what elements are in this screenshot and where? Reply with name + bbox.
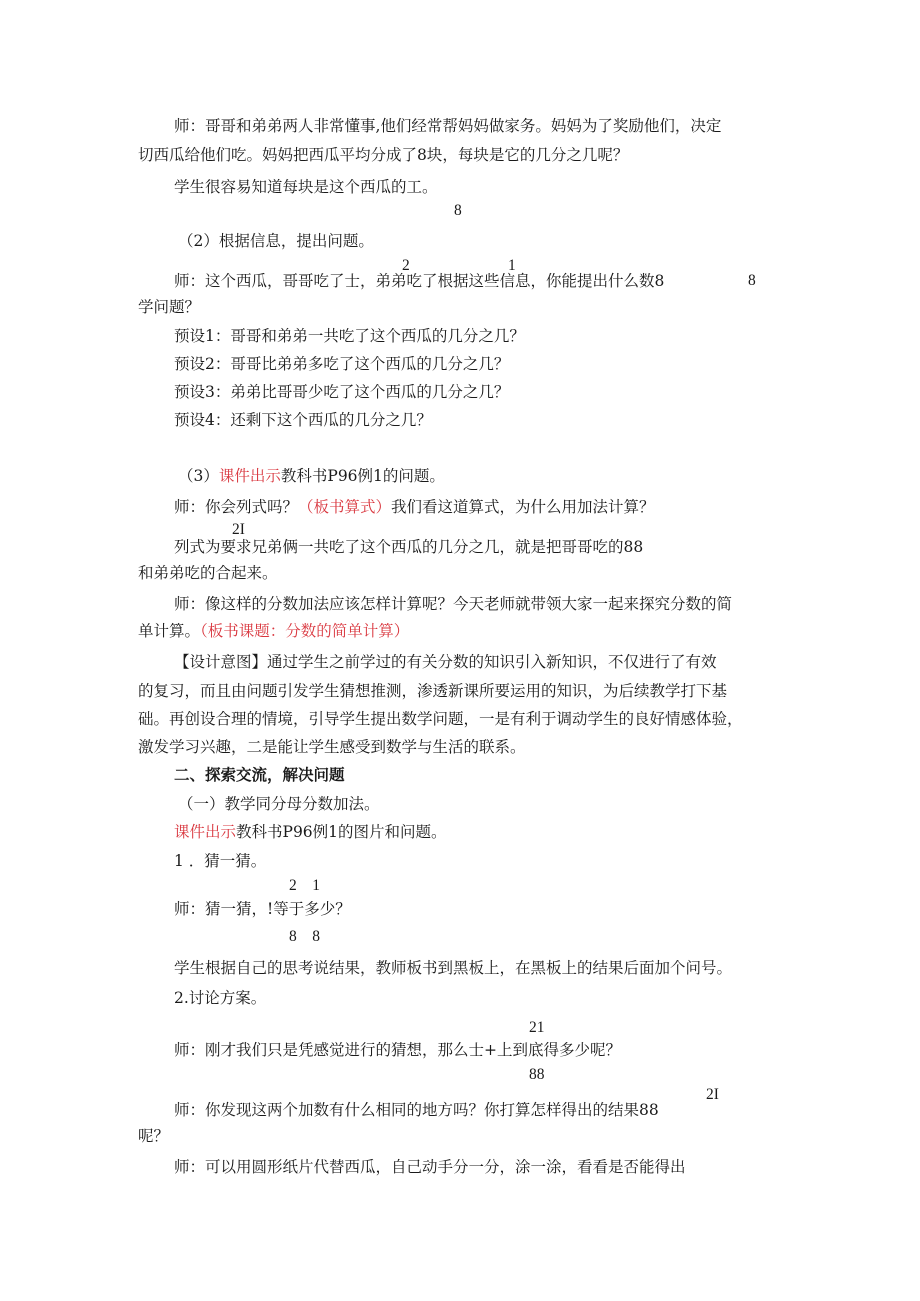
fraction-denominators-3: 88 — [529, 1066, 545, 1083]
line-29: 师：猜一猜，!等于多少？ — [174, 900, 351, 918]
line-01: 师：哥哥和弟弟两人非常懂事,他们经常帮妈妈做家务。妈妈为了奖励他们，决定 — [174, 117, 722, 135]
line-38: 师：可以用圆形纸片代替西瓜，自己动手分一分，涂一涂，看看是否能得出 — [174, 1158, 686, 1176]
fraction-numerators-4: 2I — [706, 1086, 719, 1103]
fraction-numerator-a: 2 — [402, 257, 410, 274]
line-37: 呢？ — [138, 1127, 170, 1145]
line-03: 学生很容易知道每块是这个西瓜的工。 — [174, 178, 438, 196]
line-13 — [178, 466, 445, 486]
line-17: 和弟弟吃的合起来。 — [138, 564, 278, 582]
line-05: （2）根据信息，提出问题。 — [178, 232, 374, 250]
highlight-courseware-2: 课件出示 — [174, 823, 237, 841]
line-32: 2.讨论方案。 — [174, 989, 267, 1007]
line-26 — [174, 822, 447, 842]
fraction-denominator: 8 — [454, 202, 462, 219]
fraction-numerators-1: 2I — [232, 521, 245, 538]
line-27: 1 ．猜一猜。 — [174, 852, 267, 870]
line-22: 础。再创设合理的情境，引导学生提出数学问题，一是有利于调动学生的良好情感体验， — [138, 710, 743, 728]
line-09: 预设1：哥哥和弟弟一共吃了这个西瓜的几分之几？ — [174, 327, 525, 345]
line-20: 【设计意图】通过学生之前学过的有关分数的知识引入新知识，不仅进行了有效 — [174, 653, 717, 671]
highlight-courseware: 课件出示 — [218, 467, 281, 485]
line-36: 师：你发现这两个加数有什么相同的地方吗？你打算怎样得出的结果88 — [174, 1101, 659, 1119]
line-23: 激发学习兴趣，二是能让学生感受到数学与生活的联系。 — [138, 738, 526, 756]
line-19-prefix: 单计算。 — [138, 622, 201, 640]
line-11: 预设3：弟弟比哥哥少吃了这个西瓜的几分之几？ — [174, 383, 510, 401]
line-13-suffix: 教科书P96例1的问题。 — [280, 467, 445, 485]
fraction-numerators-3: 21 — [529, 1019, 545, 1036]
highlight-blackboard: （板书算式） — [298, 498, 392, 516]
line-14-suffix: 我们看这道算式，为什么用加法计算？ — [391, 498, 655, 516]
section-heading: 二、探索交流，解决问题 — [174, 765, 345, 784]
line-14 — [174, 497, 655, 517]
line-19 — [138, 621, 409, 641]
line-26-suffix: 教科书P96例1的图片和问题。 — [236, 823, 447, 841]
line-12: 预设4：还剩下这个西瓜的几分之几？ — [174, 411, 432, 429]
fraction-numerator-b: 1 — [508, 257, 516, 274]
fraction-denominators-2: 8 8 — [289, 928, 321, 945]
fraction-numerators-2: 2 1 — [289, 877, 321, 894]
line-02: 切西瓜给他们吃。妈妈把西瓜平均分成了8块，每块是它的几分之几呢？ — [138, 146, 629, 164]
line-07: 师：这个西瓜，哥哥吃了士，弟弟吃了根据这些信息，你能提出什么数8 — [174, 272, 665, 290]
line-13-prefix: （3） — [178, 467, 219, 485]
line-16: 列式为要求兄弟俩一共吃了这个西瓜的几分之几，就是把哥哥吃的88 — [174, 538, 644, 556]
line-14-prefix: 师：你会列式吗？ — [174, 498, 299, 516]
line-18: 师：像这样的分数加法应该怎样计算呢？今天老师就带领大家一起来探究分数的简 — [174, 595, 733, 613]
line-34: 师：刚才我们只是凭感觉进行的猜想，那么士+上到底得多少呢？ — [174, 1041, 621, 1059]
highlight-lesson-title: （板书课题：分数的简单计算） — [200, 622, 410, 640]
line-08: 学问题？ — [138, 298, 201, 316]
line-31: 学生根据自己的思考说结果，教师板书到黑板上，在黑板上的结果后面加个问号。 — [174, 959, 733, 977]
subsection-heading: （一）教学同分母分数加法。 — [178, 795, 380, 813]
line-10: 预设2：哥哥比弟弟多吃了这个西瓜的几分之几？ — [174, 355, 510, 373]
line-21: 的复习，而且由问题引发学生猜想推测，渗透新课所要运用的知识，为后续教学打下基 — [138, 682, 728, 700]
fraction-denominator-b: 8 — [748, 272, 756, 289]
